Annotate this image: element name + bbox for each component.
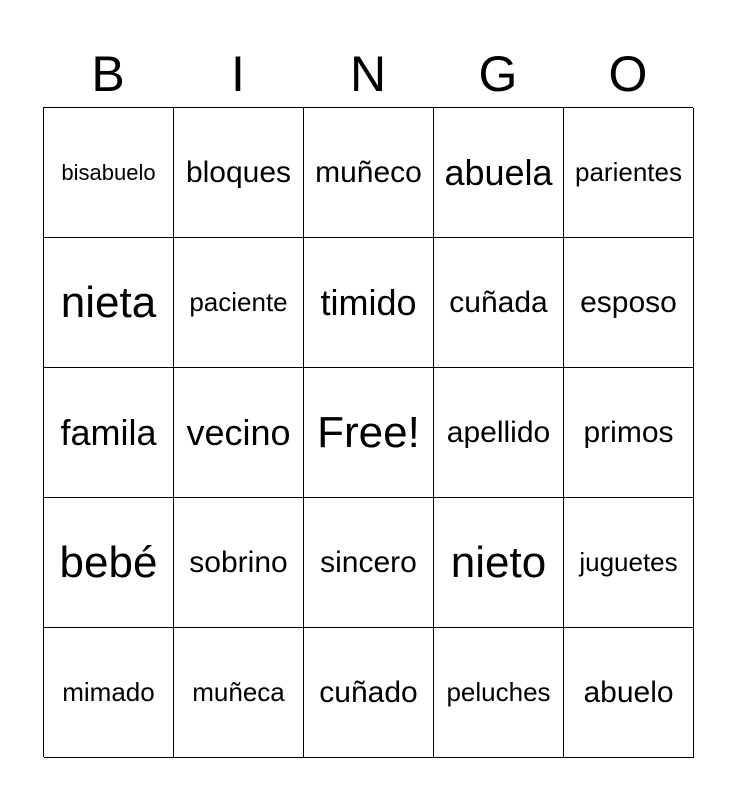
- bingo-cell: vecino: [174, 368, 304, 498]
- bingo-cell: paciente: [174, 238, 304, 368]
- bingo-cell: timido: [304, 238, 434, 368]
- bingo-cell: esposo: [564, 238, 694, 368]
- bingo-cell: primos: [564, 368, 694, 498]
- bingo-cell: parientes: [564, 108, 694, 238]
- bingo-cell: sincero: [304, 498, 434, 628]
- bingo-cell: bloques: [174, 108, 304, 238]
- bingo-cell: cuñada: [434, 238, 564, 368]
- bingo-header: [43, 40, 693, 108]
- bingo-cell: famila: [44, 368, 174, 498]
- free-space-cell: Free!: [304, 368, 434, 498]
- bingo-cell: apellido: [434, 368, 564, 498]
- header-letter-g: G: [478, 46, 518, 102]
- bingo-cell: muñeco: [304, 108, 434, 238]
- bingo-cell: muñeca: [174, 628, 304, 758]
- bingo-cell: nieta: [44, 238, 174, 368]
- bingo-cell: sobrino: [174, 498, 304, 628]
- bingo-card: [43, 107, 693, 757]
- header-letter-o: O: [608, 46, 648, 102]
- header-letter-i: I: [231, 46, 245, 102]
- bingo-cell: bisabuelo: [44, 108, 174, 238]
- bingo-cell: juguetes: [564, 498, 694, 628]
- header-letter-b: B: [91, 46, 125, 102]
- bingo-cell: mimado: [44, 628, 174, 758]
- bingo-cell: peluches: [434, 628, 564, 758]
- bingo-cell: nieto: [434, 498, 564, 628]
- bingo-cell: abuelo: [564, 628, 694, 758]
- header-letter-n: N: [349, 46, 387, 102]
- bingo-cell: abuela: [434, 108, 564, 238]
- bingo-cell: bebé: [44, 498, 174, 628]
- bingo-cell: cuñado: [304, 628, 434, 758]
